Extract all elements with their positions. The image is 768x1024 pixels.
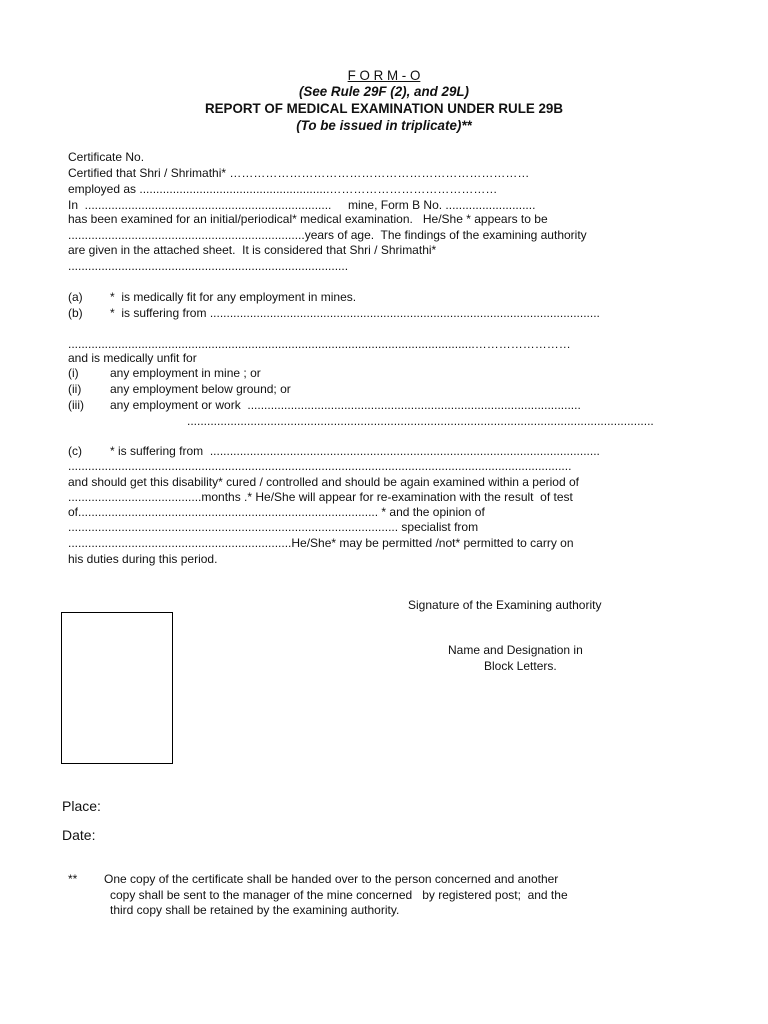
item-b-marker: (b) [68, 306, 83, 320]
disability-line: and should get this disability* cured / controlled and should be again examined within a period of [68, 475, 579, 489]
age-line: .......................................................................years of age. The findings of the examining authority [68, 228, 587, 242]
item-iii-dots: ............................................................................................................................................ [187, 414, 654, 428]
item-ii-marker: (ii) [68, 382, 82, 396]
specialist-line: ................................................................................................... specialist from [68, 520, 479, 534]
footnote-line-1: One copy of the certificate shall be handed over to the person concerned and another [104, 872, 559, 886]
findings-line: are given in the attached sheet. It is considered that Shri / Shrimathi* [68, 243, 437, 257]
form-title: F O R M - O [347, 68, 421, 83]
rule-reference: (See Rule 29F (2), and 29L) [298, 84, 469, 99]
duties-line: his duties during this period. [68, 552, 218, 566]
employed-line: employed as .........................................................…………………………………… [68, 182, 498, 196]
name-designation-label: Name and Designation in [448, 643, 583, 657]
certificate-number: Certificate No. [68, 150, 145, 164]
examined-line: has been examined for an initial/periodical* medical examination. He/She * appears to be [68, 212, 548, 226]
item-b-text: * is suffering from ..................................................................................................................... [110, 306, 600, 320]
signature-label: Signature of the Examining authority [408, 598, 602, 612]
place-label: Place: [62, 798, 101, 814]
report-title: REPORT OF MEDICAL EXAMINATION UNDER RULE 29B [204, 101, 563, 116]
issue-note: (To be issued in triplicate)** [296, 118, 472, 133]
months-line: ........................................months .* He/She will appear for re-examination with the result of test [68, 490, 573, 504]
footnote-marker: ** [68, 872, 78, 886]
item-i-text: any employment in mine ; or [110, 366, 261, 380]
photo-box [61, 612, 173, 764]
footnote-line-3: third copy shall be retained by the examining authority. [110, 903, 400, 917]
unfit-line: and is medically unfit for [68, 351, 197, 365]
block-letters-label: Block Letters. [484, 659, 557, 673]
item-i-marker: (i) [68, 366, 79, 380]
item-ii-text: any employment below ground; or [110, 382, 291, 396]
item-c-text: * is suffering from ..................................................................................................................... [110, 444, 600, 458]
item-c-dots: ....................................................................................................................................................... [68, 459, 572, 473]
name-dots-line: .................................................................................... [68, 259, 349, 273]
permitted-line: ...................................................................He/She* may be permitted /not* permitted to carry on [68, 536, 574, 550]
mine-line: In .......................................................................... mine, Form B No. ........................... [68, 198, 536, 212]
item-a-marker: (a) [68, 290, 83, 304]
date-label: Date: [62, 827, 96, 843]
dots-line: ..........................................................................................................................…………………… [68, 337, 571, 351]
item-a-text: * is medically fit for any employment in mines. [110, 290, 357, 304]
test-line: of.......................................................................................... * and the opinion of [68, 505, 485, 519]
item-c-marker: (c) [68, 444, 82, 458]
footnote-line-2: copy shall be sent to the manager of the mine concerned by registered post; and the [110, 888, 568, 902]
certified-line: Certified that Shri / Shrimathi* ………………………………………………………………… [68, 166, 530, 180]
item-iii-marker: (iii) [68, 398, 84, 412]
item-iii-text: any employment or work .................................................................................................... [110, 398, 581, 412]
